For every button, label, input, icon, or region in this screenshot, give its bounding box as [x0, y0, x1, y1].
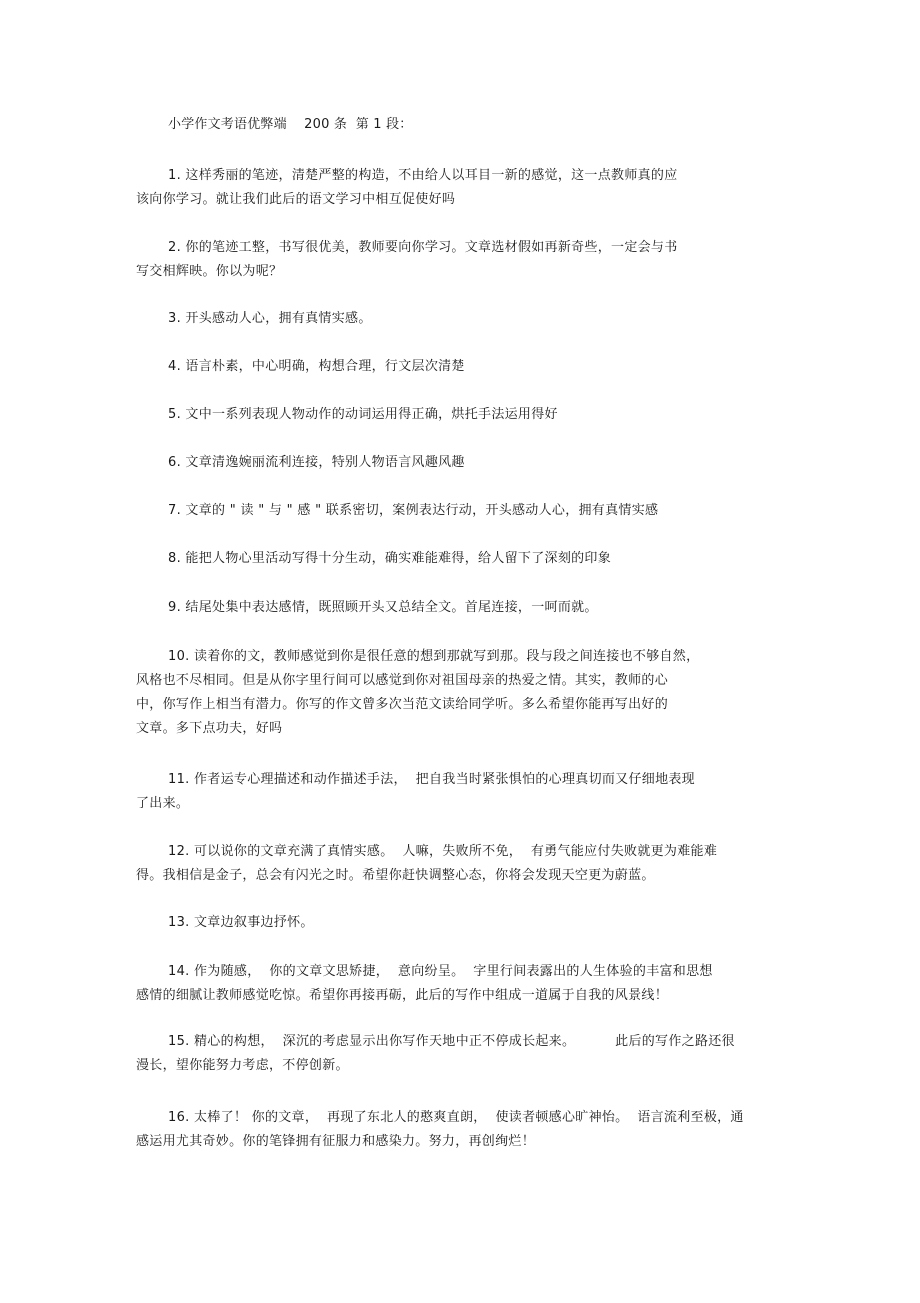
paragraph-line: 5. 文中一系列表现人物动作的动词运用得正确，烘托手法运用得好: [168, 407, 558, 422]
paragraph-6: [136, 451, 465, 475]
paragraph-13: [136, 911, 314, 935]
paragraph-line: 2. 你的笔迹工整，书写很优美，教师要向你学习。文章选材假如再新奇些，一定会与书: [168, 240, 678, 255]
paragraph-line: 风格也不尽相同。但是从你字里行间可以感觉到你对祖国母亲的热爱之情。其实，教师的心: [136, 673, 669, 688]
paragraph-line: 了出来。: [136, 796, 190, 811]
paragraph-line: 3. 开头感动人心，拥有真情实感。: [168, 311, 372, 326]
paragraph-line: 6. 文章清逸婉丽流利连接，特别人物语言风趣风趣: [168, 455, 465, 470]
paragraph-line: 得。我相信是金子，总会有闪光之时。希望你赶快调整心态，你将会发现天空更为蔚蓝。: [136, 868, 655, 883]
paragraph-line: 14. 作为随感， 你的文章文思矫捷， 意向纷呈。 字里行间表露出的人生体验的丰富和思想: [168, 964, 713, 979]
paragraph-line: 文章。多下点功夫，好吗: [136, 721, 283, 736]
paragraph-line: 16. 太棒了！ 你的文章， 再现了东北人的憨爽直朗， 使读者顿感心旷神怡。 语言流利至极，通: [168, 1110, 744, 1125]
paragraph-line: 感情的细腻让教师感觉吃惊。希望你再接再砺，此后的写作中组成一道属于自我的风景线！: [136, 988, 669, 1003]
paragraph-10: [136, 645, 699, 741]
paragraph-5: [136, 403, 558, 427]
paragraph-14: [136, 960, 713, 1008]
paragraph-line: 漫长，望你能努力考虑，不停创新。: [136, 1058, 349, 1073]
paragraph-11: [136, 768, 695, 816]
paragraph-line: 15. 精心的构想， 深沉的考虑显示出你写作天地中正不停成长起来。 此后的写作之路还很: [168, 1034, 735, 1049]
paragraph-4: [136, 355, 465, 379]
paragraph-7: [136, 499, 658, 523]
paragraph-line: 9. 结尾处集中表达感情，既照顾开头又总结全文。首尾连接，一呵而就。: [168, 600, 598, 615]
paragraph-8: [136, 547, 611, 571]
paragraph-15: [136, 1030, 735, 1078]
paragraph-line: 4. 语言朴素，中心明确，构想合理，行文层次清楚: [168, 359, 465, 374]
paragraph-2: [136, 236, 678, 284]
document-title: 小学作文考语优弊端 200 条 第 1 段：: [168, 117, 413, 132]
paragraph-line: 12. 可以说你的文章充满了真情实感。 人嘛，失败所不免， 有勇气能应付失败就更为难能难: [168, 844, 718, 859]
paragraph-16: [136, 1106, 744, 1154]
paragraph-line: 感运用尤其奇妙。你的笔锋拥有征服力和感染力。努力，再创绚烂！: [136, 1134, 536, 1149]
paragraph-line: 写交相辉映。你以为呢？: [136, 264, 283, 279]
paragraph-12: [136, 840, 717, 888]
paragraph-line: 13. 文章边叙事边抒怀。: [168, 915, 314, 930]
paragraph-line: 1. 这样秀丽的笔迹，清楚严整的构造，不由给人以耳目一新的感觉，这一点教师真的应: [168, 168, 678, 183]
paragraph-9: [136, 596, 598, 620]
paragraph-3: [136, 307, 372, 331]
paragraph-line: 7. 文章的 " 读 " 与 " 感 " 联系密切，案例表达行动，开头感动人心，拥有真情实感: [168, 503, 659, 518]
paragraph-line: 10. 读着你的文，教师感觉到你是很任意的想到那就写到那。段与段之间连接也不够自然，: [168, 649, 700, 664]
paragraph-line: 11. 作者运专心理描述和动作描述手法， 把自我当时紧张惧怕的心理真切而又仔细地表现: [168, 772, 695, 787]
paragraph-line: 8. 能把人物心里活动写得十分生动，确实难能难得，给人留下了深刻的印象: [168, 551, 612, 566]
paragraph-line: 中，你写作上相当有潜力。你写的作文曾多次当范文读给同学听。多么希望你能再写出好的: [136, 697, 669, 712]
paragraph-line: 该向你学习。就让我们此后的语文学习中相互促使好吗: [136, 192, 456, 207]
paragraph-1: [136, 164, 678, 212]
